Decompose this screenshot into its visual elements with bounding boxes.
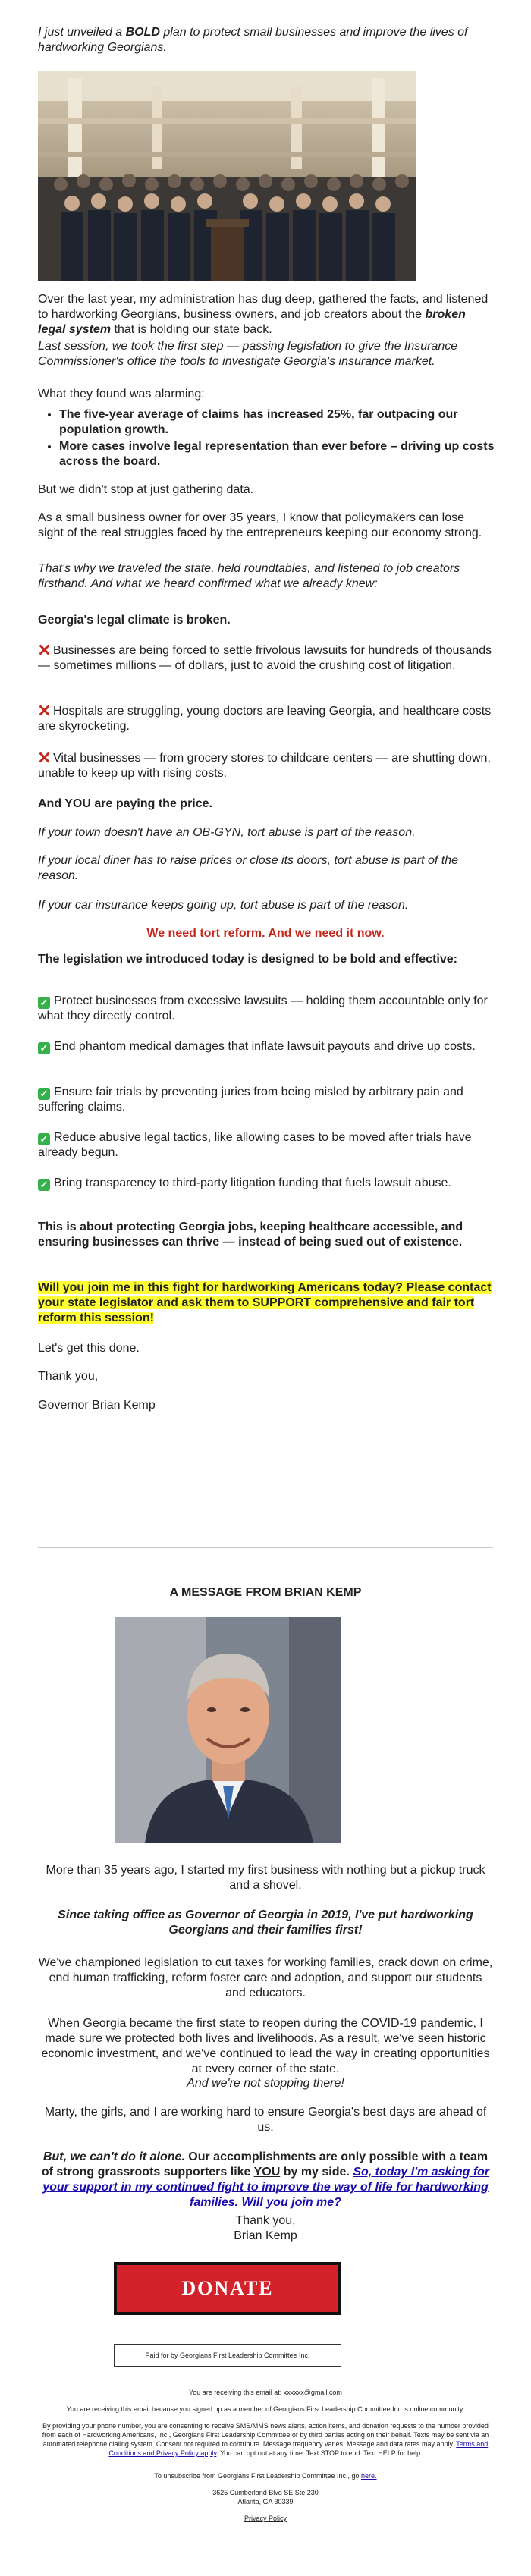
finding-item: • More cases involve legal representation than ever before – driving up costs across the board. xyxy=(59,439,514,470)
closing-thanks: Thank you, xyxy=(235,2214,296,2227)
message-paragraph: Marty, the girls, and I are working hard to ensure Georgia's best days are ahead of us. xyxy=(44,2106,487,2134)
legislation-heading: The legislation we introduced today is designed to be bold and effective: xyxy=(38,953,457,966)
what-found-line: What they found was alarming: xyxy=(38,388,205,401)
capitol-rally-image xyxy=(38,71,416,281)
paying-price-line: And YOU are paying the price. xyxy=(38,797,212,810)
red-x-icon xyxy=(38,643,50,655)
address-line: 3625 Cumberland Blvd SE Ste 230 xyxy=(212,2489,319,2496)
thank-you-line: Thank you, xyxy=(38,1370,99,1383)
paid-for-text: Paid for by Georgians First Leadership Committee Inc. xyxy=(145,2351,310,2359)
closing-name: Brian Kemp xyxy=(234,2229,297,2242)
problem-item: Vital businesses — from grocery stores to childcare centers — are shutting down, unable to keep up with rising costs. xyxy=(38,752,491,780)
findings-list xyxy=(38,407,514,471)
sms-disclaimer: By providing your phone number, you are consenting to receive SMS/MMS news alerts, action items, and donation requests to the number provided from each of Hardworking Americans, Inc., Georgians First Leadership Committee or by third parties acting on their behalf. Texts may be sent via an automated telephone dialing system. Consent not required to contribute. Message frequency varies. Message and data rates may apply. Terms and Conditions and Privacy Policy apply. You can opt out at any time. Text STOP to end. Text HELP for help. xyxy=(42,2422,489,2457)
support-link[interactable]: So, today I'm asking for your support in my continued fight to improve the way of life for hardworking families. Will you join me? xyxy=(42,2166,490,2209)
message-heading: A MESSAGE FROM BRIAN KEMP xyxy=(169,1586,362,1599)
reason-line: You are receiving this email because you signed up as a member of Georgians First Leadership Committee Inc.'s online community. xyxy=(66,2405,465,2413)
check-icon: ✓ xyxy=(38,1042,50,1054)
donate-button[interactable] xyxy=(114,2262,341,2315)
check-icon: ✓ xyxy=(38,1088,50,1100)
call-to-action: Will you join me in this fight for hardworking Americans today? Please contact your state legislator and ask them to SUPPORT comprehensive and fair tort reform this session! xyxy=(38,1281,492,1324)
brian-kemp-image xyxy=(115,1617,341,1843)
brian-kemp-portrait xyxy=(115,1617,341,1843)
finding-item: • The five-year average of claims has increased 25%, far outpacing our population growth. xyxy=(59,407,514,438)
address-line: Atlanta, GA 30339 xyxy=(237,2498,294,2505)
over-last-year-paragraph: Over the last year, my administration has dug deep, gathered the facts, and listened to hardworking Georgians, business owners, and job creators about the broken legal system that is holding our state back. xyxy=(38,293,489,336)
legal-climate-heading: Georgia's legal climate is broken. xyxy=(38,614,231,627)
tort-line: If your car insurance keeps going up, tort abuse is part of the reason. xyxy=(38,899,409,912)
lets-get-done-line: Let's get this done. xyxy=(38,1342,140,1355)
red-x-icon xyxy=(38,751,50,763)
tort-line: If your town doesn't have an OB-GYN, tort abuse is part of the reason. xyxy=(38,826,416,839)
message-paragraph: When Georgia became the first state to reopen during the COVID-19 pandemic, I made sure we protected both lives and livelihoods. As a result, we've seen historic economic investment, and we've continued to lead the way in creating opportunities at every corner of the state. xyxy=(41,2017,490,2075)
message-paragraph: We've championed legislation to cut taxes for working families, crack down on crime, end human trafficking, reform foster care and adoption, and support our students and educators. xyxy=(38,1956,493,2000)
message-support-paragraph: But, we can't do it alone. Our accomplishments are only possible with a team of strong grassroots supporters like YOU by my side. So, today I'm asking for your support in my continued fight to improve the way of life for hardworking families. Will you join me? xyxy=(41,2150,490,2209)
problem-item: Businesses are being forced to settle frivolous lawsuits for hundreds of thousands — sometimes millions — of dollars, just to avoid the crushing cost of litigation. xyxy=(38,644,492,672)
receiving-email-line: You are receiving this email at: xxxxxx@gmail.com xyxy=(189,2389,342,2396)
message-paragraph: More than 35 years ago, I started my first business with nothing but a pickup truck and a shovel. xyxy=(46,1864,485,1892)
check-icon: ✓ xyxy=(38,1179,50,1191)
unsubscribe-link[interactable]: here. xyxy=(361,2472,377,2480)
donate-label[interactable]: DONATE xyxy=(117,2265,338,2312)
check-icon: ✓ xyxy=(38,997,50,1009)
red-x-icon xyxy=(38,704,50,716)
last-session-paragraph: Last session, we took the first step — passing legislation to give the Insurance Commissioner's office the tools to investigate Georgia's insurance market. xyxy=(38,340,458,368)
privacy-line xyxy=(38,2514,493,2523)
message-paragraph: Since taking office as Governor of Georgia in 2019, I've put hardworking Georgians and their families first! xyxy=(58,1908,473,1937)
measure-item: ✓ Protect businesses from excessive lawsuits — holding them accountable only for what they directly control. xyxy=(38,994,488,1023)
measure-item: ✓ End phantom medical damages that inflate lawsuit payouts and drive up costs. xyxy=(38,1039,493,1054)
check-icon: ✓ xyxy=(38,1133,50,1145)
need-tort-reform-link[interactable]: We need tort reform. And we need it now. xyxy=(146,927,385,940)
intro-paragraph: I just unveiled a BOLD plan to protect small businesses and improve the lives of hardworking Georgians. xyxy=(38,26,468,54)
section-divider xyxy=(38,1547,493,1548)
about-paragraph: This is about protecting Georgia jobs, keeping healthcare accessible, and ensuring businesses can thrive — instead of being sued out of existence. xyxy=(38,1220,463,1249)
measure-item: ✓ Reduce abusive legal tactics, like allowing cases to be moved after trials have already begun. xyxy=(38,1131,472,1159)
problem-item: Hospitals are struggling, young doctors are leaving Georgia, and healthcare costs are skyrocketing. xyxy=(38,705,492,733)
tort-line: If your local diner has to raise prices or close its doors, tort abuse is part of the reason. xyxy=(38,854,459,882)
signature: Governor Brian Kemp xyxy=(38,1399,156,1412)
unsubscribe-line: To unsubscribe from Georgians First Leadership Committee Inc., go here. xyxy=(154,2472,377,2480)
small-business-paragraph: As a small business owner for over 35 years, I know that policymakers can lose sight of the real struggles faced by the entrepreneurs keeping our economy strong. xyxy=(38,511,482,539)
paid-for-box xyxy=(114,2344,341,2367)
measure-item: ✓ Ensure fair trials by preventing juries from being misled by arbitrary pain and suffering claims. xyxy=(38,1085,463,1114)
didnt-stop-line: But we didn't stop at just gathering data. xyxy=(38,483,254,496)
privacy-policy-link[interactable]: Privacy Policy xyxy=(244,2515,287,2522)
terms-link[interactable]: Terms and Conditions and Privacy Policy apply xyxy=(108,2440,489,2457)
measure-item: ✓ Bring transparency to third-party litigation funding that fuels lawsuit abuse. xyxy=(38,1176,493,1191)
traveled-paragraph: That's why we traveled the state, held roundtables, and listened to job creators firsthand. And what we heard confirmed what we already knew: xyxy=(38,562,460,590)
message-paragraph: And we're not stopping there! xyxy=(187,2077,344,2090)
capitol-rally-photo xyxy=(38,71,416,281)
